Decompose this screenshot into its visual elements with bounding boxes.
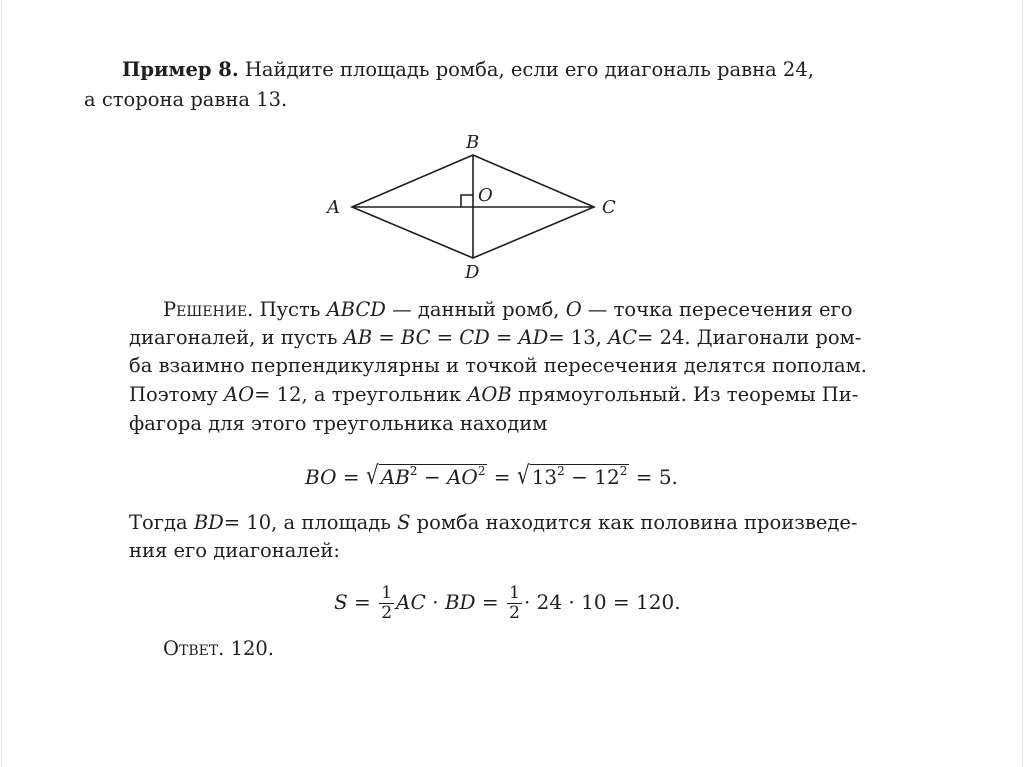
solution-heading: Решение. [163, 298, 254, 321]
solution-text: Тогда [129, 511, 188, 534]
after-line-1 [129, 513, 858, 533]
center-label-o: O [478, 185, 493, 206]
fraction-numerator: 1 [509, 583, 520, 603]
math-eq: = [487, 465, 517, 489]
math-s: S [334, 590, 348, 614]
math-result: = 5. [629, 465, 678, 489]
exponent: 2 [477, 464, 486, 478]
math-ao: AO [224, 383, 255, 406]
problem-text-1: Найдите площадь ромба, если его диагональ равна 24, [244, 58, 814, 81]
right-angle-mark [461, 195, 473, 207]
math-ab: AB [380, 465, 410, 489]
math-result: · 24 · 10 = 120. [523, 590, 681, 614]
solution-text: прямоугольный. Из теоремы Пи- [517, 383, 859, 406]
solution-text: Поэтому [129, 383, 218, 406]
solution-line-1 [163, 300, 853, 320]
formula-area [334, 585, 681, 622]
math-number: 13 [531, 465, 558, 489]
math-eq: = [475, 590, 506, 614]
solution-line-2 [129, 328, 861, 348]
math-ac-bd: AC · BD [396, 590, 476, 614]
solution-line-5 [129, 414, 547, 434]
sqrt-symbol: √ [516, 459, 530, 490]
solution-line-3 [129, 356, 867, 376]
answer-line [163, 639, 274, 659]
math-number: 12 [594, 465, 620, 489]
solution-text: Пусть [259, 298, 321, 321]
vertex-label-c: C [602, 197, 616, 218]
math-eq: = [336, 465, 366, 489]
math-ac: AC [608, 326, 638, 349]
fraction-numerator: 1 [381, 583, 393, 603]
math-o: O [565, 298, 582, 321]
math-aob: AOB [467, 383, 512, 406]
problem-label: Пример 8. [122, 58, 239, 81]
vertex-label-d: D [465, 262, 480, 283]
math-bo: BO [305, 465, 337, 489]
fraction-half [379, 585, 394, 622]
math-minus: − [564, 465, 595, 489]
sqrt-radicand-2 [530, 464, 630, 487]
math-abcd: ABCD [326, 298, 386, 321]
fraction-half [507, 585, 522, 622]
formula-bo [305, 459, 678, 490]
solution-text: = 12, а треугольник [254, 383, 462, 406]
math-bd: BD [193, 511, 224, 534]
answer-value: 120. [230, 637, 274, 660]
solution-line-4 [129, 385, 858, 405]
sqrt-expression-2 [516, 459, 629, 490]
solution-text: ба взаимно перпендикулярны и точкой пересечения делятся пополам. [129, 354, 867, 377]
exponent: 2 [619, 464, 628, 478]
solution-text: ния его диагоналей: [129, 539, 340, 562]
math-minus: − [417, 465, 447, 489]
math-ao: AO [446, 465, 478, 489]
solution-text: = 10, а площадь [223, 511, 391, 534]
after-line-2 [129, 541, 340, 561]
vertex-label-b: B [466, 132, 480, 153]
sqrt-radicand-1 [379, 464, 488, 487]
math-eq: = [347, 590, 378, 614]
exponent: 2 [557, 464, 565, 478]
solution-text: диагоналей, и пусть [129, 326, 338, 349]
solution-text: — данный ромб, [392, 298, 560, 321]
answer-label: Ответ. [163, 637, 225, 660]
sqrt-expression-1 [365, 459, 488, 490]
solution-text: = 24. Диагонали ром- [637, 326, 862, 349]
solution-text: = 13, [548, 326, 602, 349]
vertex-label-a: A [327, 197, 340, 218]
math-s: S [397, 511, 411, 534]
sqrt-symbol: √ [365, 459, 379, 490]
fraction-denominator: 2 [509, 603, 520, 623]
solution-text: ромба находится как половина произведе- [416, 511, 858, 534]
problem-text-2: а сторона равна 13. [84, 88, 288, 111]
solution-text: — точка пересечения его [587, 298, 853, 321]
math-sides-equal: AB = BC = CD = AD [343, 326, 549, 349]
fraction-denominator: 2 [381, 603, 393, 623]
solution-text: фагора для этого треугольника находим [129, 412, 548, 435]
exponent: 2 [409, 464, 418, 478]
